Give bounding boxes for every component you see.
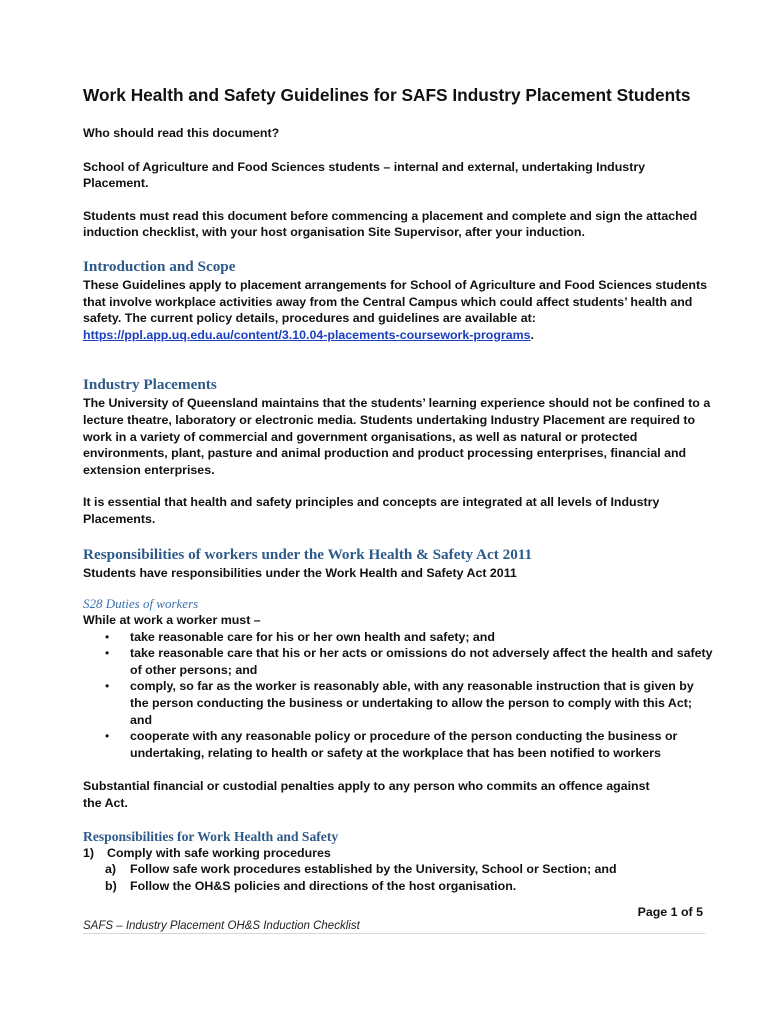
bullet-icon: • — [105, 646, 110, 661]
list-item: a) Follow safe work procedures established by the University, School or Section; and — [105, 862, 617, 877]
duties-subheading: S28 Duties of workers — [83, 596, 199, 612]
link-suffix: . — [530, 327, 534, 342]
responsibilities-heading: Responsibilities of workers under the Work Health & Safety Act 2011 — [83, 545, 533, 563]
footer-title: SAFS – Industry Placement OH&S Induction Checklist — [83, 920, 360, 932]
intro-body — [83, 277, 713, 343]
list-item: b) Follow the OH&S policies and directions of the host organisation. — [105, 878, 517, 893]
intro-text: These Guidelines apply to placement arrangements for School of Agriculture and Food Sciences students that involve workplace activities away from the Central Campus which could affect students’ health and safety. The current policy details, procedures and guidelines are available at: — [83, 277, 708, 326]
intro-heading: Introduction and Scope — [83, 257, 236, 275]
whs-list — [83, 845, 713, 895]
placements-body-2: It is essential that health and safety principles and concepts are integrated at all levels of Industry Placements. — [83, 495, 660, 526]
list-item: • cooperate with any reasonable policy or procedure of the person conducting the business or undertaking, relating to health or safety at the workplace that has been notified to workers — [105, 729, 678, 760]
responsibilities-intro: Students have responsibilities under the Work Health and Safety Act 2011 — [83, 565, 517, 580]
who-heading: Who should read this document? — [83, 126, 280, 140]
whs-sublist — [107, 861, 713, 894]
page-number: Page 1 of 5 — [637, 905, 703, 919]
list-item: • take reasonable care for his or her own health and safety; and — [105, 629, 495, 644]
footer-divider — [83, 933, 705, 934]
duties-lead: While at work a worker must – — [83, 613, 261, 628]
instruction-text: Students must read this document before commencing a placement and complete and sign the attached induction checklist, with your host organisation Site Supervisor, after your induction. — [83, 208, 698, 240]
placements-body: The University of Queensland maintains that the students’ learning experience should not be confined to a lecture theatre, laboratory or electronic media. Students undertaking Industry Placement are required to work in a variety of commercial and government organisations, as well as natural or protected environments, plant, pasture and animal production and product processing enterprises, financial and extension enterprises. — [83, 396, 711, 477]
bullet-icon: • — [105, 679, 110, 694]
list-item: • take reasonable care that his or her acts or omissions do not adversely affect the health and safety of other persons; and — [105, 646, 713, 677]
duties-list — [83, 629, 713, 762]
whs-heading: Responsibilities for Work Health and Safety — [83, 828, 339, 844]
audience-text: School of Agriculture and Food Sciences students – internal and external, undertaking Industry Placement. — [83, 159, 646, 191]
document-title: Work Health and Safety Guidelines for SAFS Industry Placement Students — [83, 85, 691, 105]
bullet-icon: • — [105, 729, 110, 744]
list-item: 1) Comply with safe working procedures a) Follow safe work procedures established by the University, School or Section; and b) Follow the OH&S policies and directions of the host organisation. — [83, 845, 713, 895]
list-item: • comply, so far as the worker is reasonably able, with any reasonable instruction that is given by the person conducting the business or undertaking to allow the person to comply with this Act; and — [105, 679, 694, 727]
penalty-text: Substantial financial or custodial penalties apply to any person who commits an offence against the Act. — [83, 779, 650, 811]
document-body — [83, 84, 713, 894]
list-marker: 1) — [83, 845, 95, 860]
policy-link[interactable]: https://ppl.app.uq.edu.au/content/3.10.04-placements-coursework-programs — [83, 327, 531, 342]
bullet-icon: • — [105, 629, 110, 644]
placements-heading: Industry Placements — [83, 376, 217, 394]
